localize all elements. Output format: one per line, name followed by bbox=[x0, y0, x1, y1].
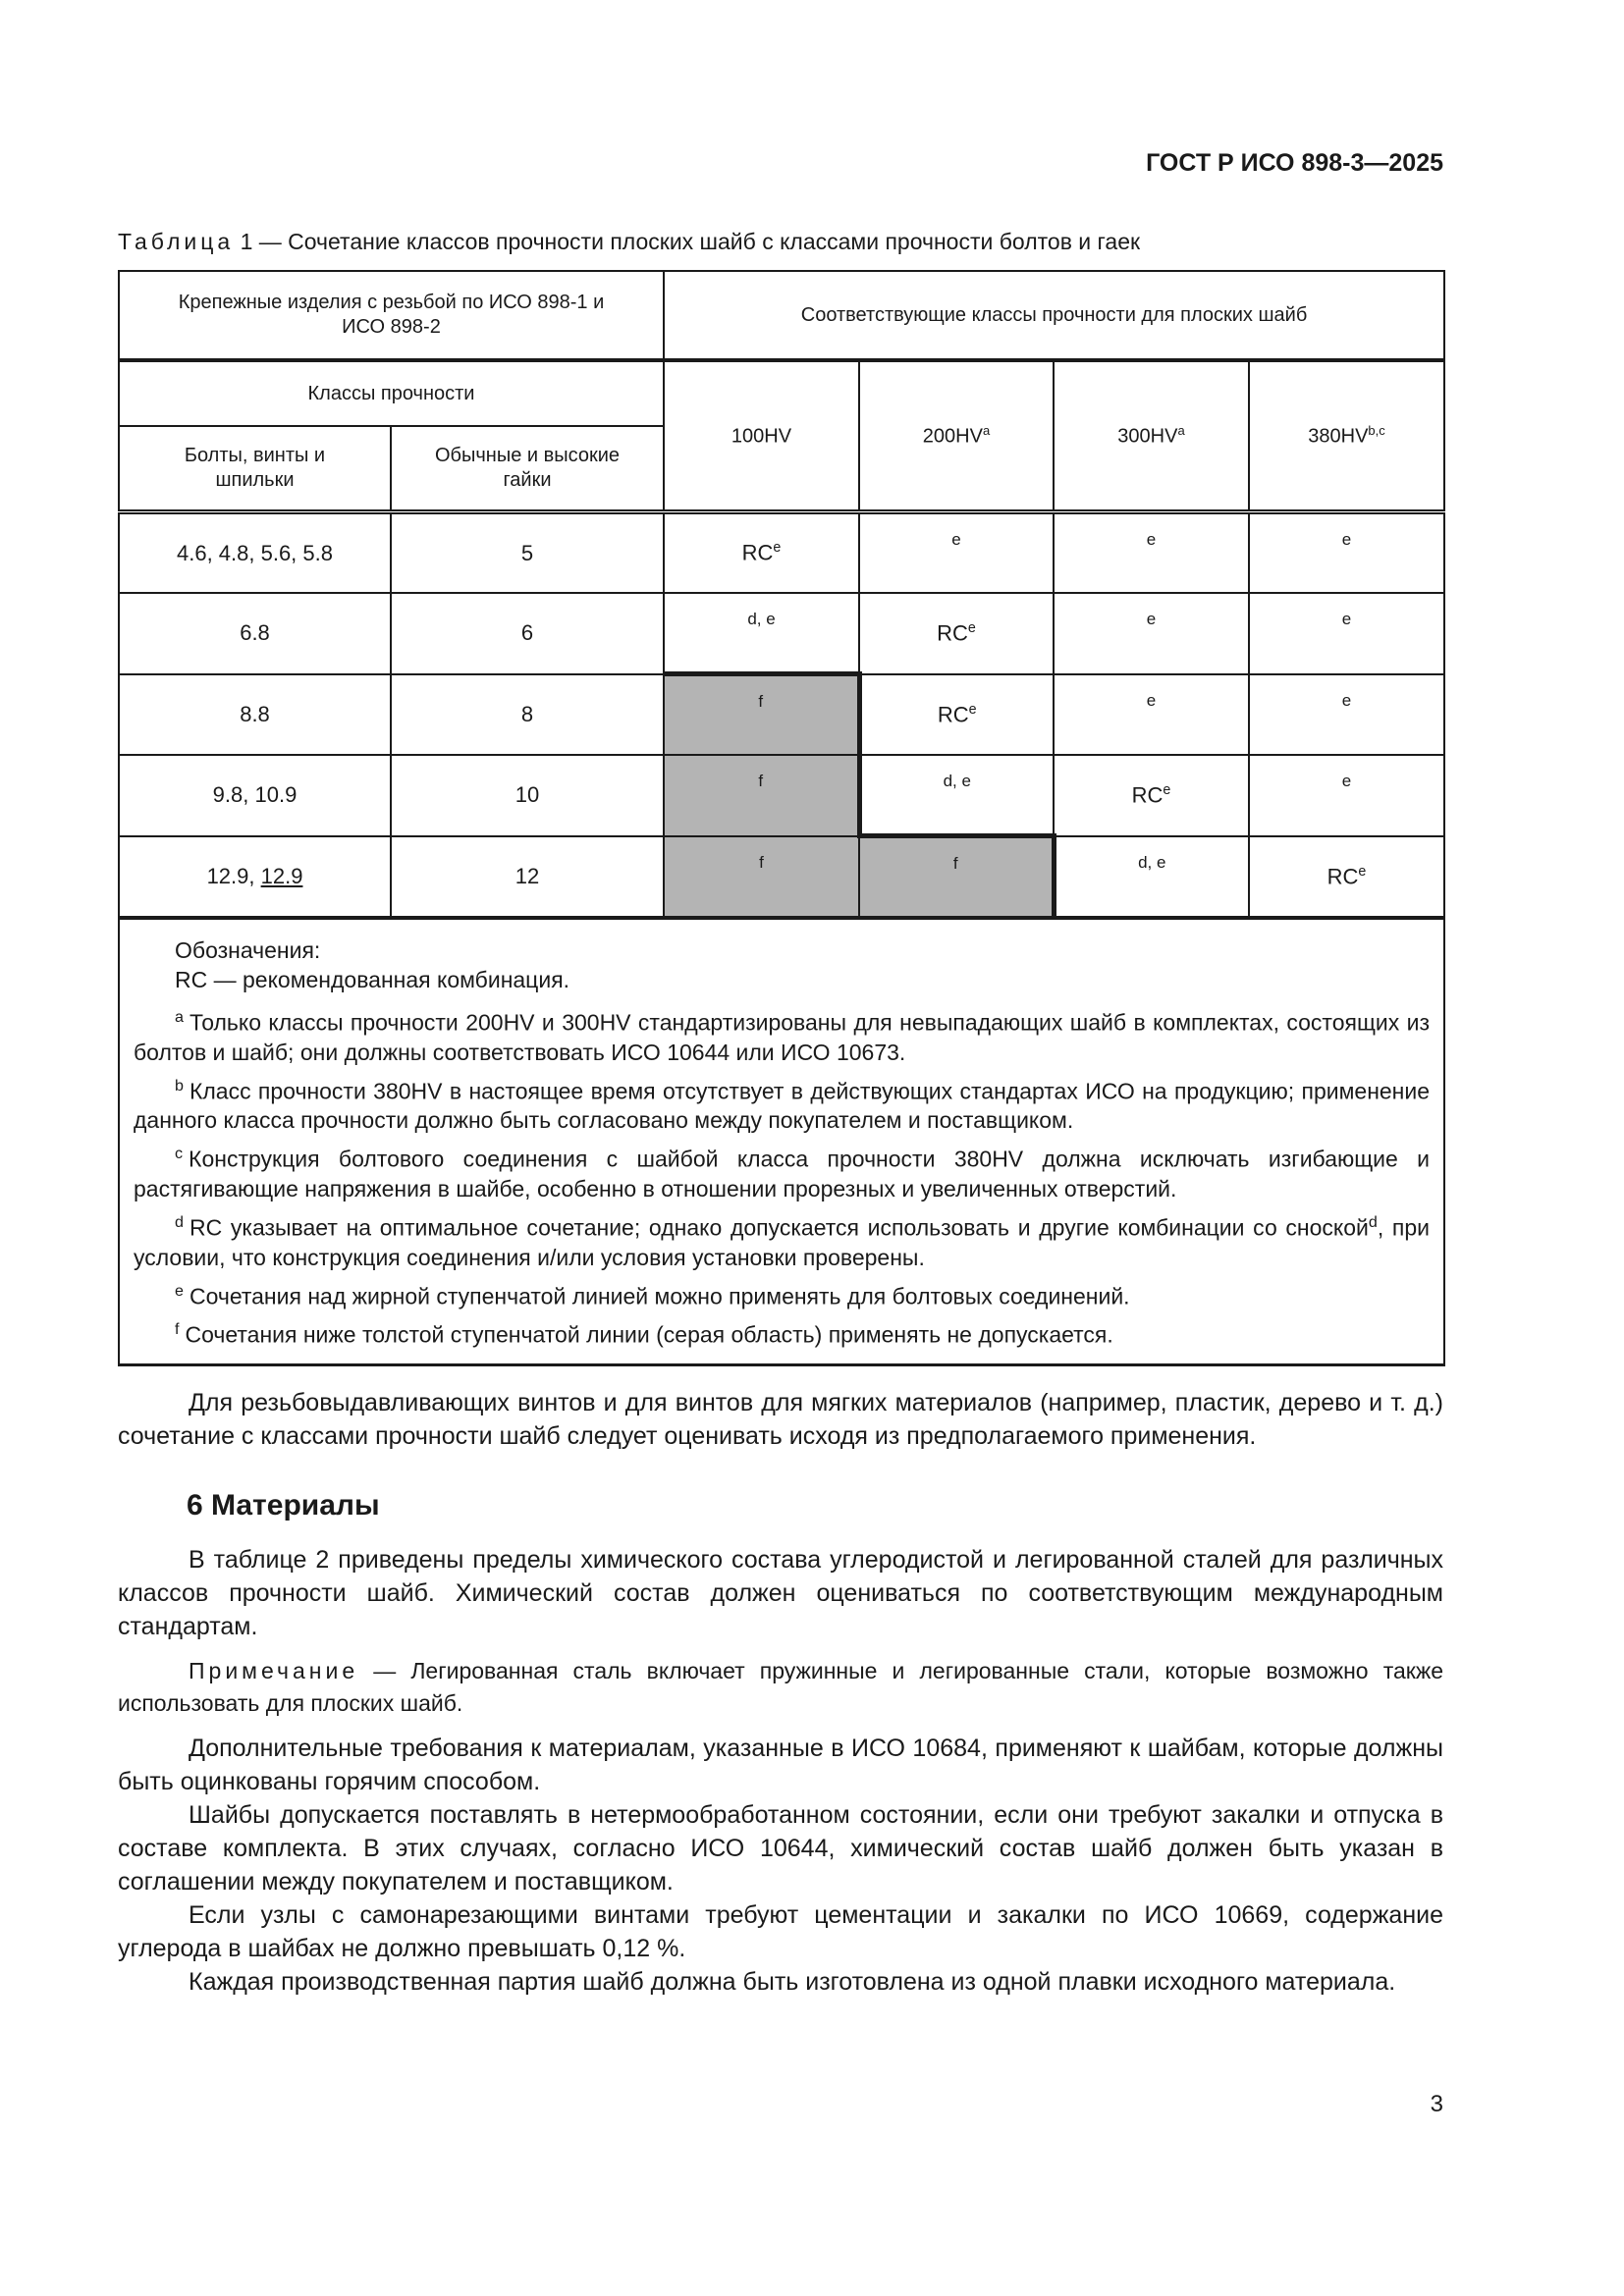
combo-cell: e bbox=[1054, 674, 1249, 756]
combo-cell: $RC^e$ bbox=[859, 674, 1054, 756]
header-nuts: Обычные и высокие гайки bbox=[391, 426, 664, 512]
document-code: ГОСТ Р ИСО 898-3—2025 bbox=[1146, 149, 1443, 177]
table-row bbox=[119, 755, 1444, 836]
header-washer-classes: Соответствующие классы прочности для плоских шайб bbox=[664, 271, 1444, 360]
paragraph: Каждая производственная партия шайб должна быть изготовлена из одной плавки исходного материала. bbox=[189, 1967, 1396, 1996]
caption-label: Таблица bbox=[118, 229, 235, 254]
footnote-a: $^a$ Только классы прочности 200HV и 300HV стандартизированы для невыпадающих шайб в комплектах, состоящих из болтов и шайб; они должны соответствовать ИСО 10644 или ИСО 10673. bbox=[134, 1008, 1431, 1065]
page-content bbox=[118, 228, 1443, 1999]
strength-class-table bbox=[118, 270, 1445, 1366]
combo-cell: $RC^e$ bbox=[859, 593, 1054, 674]
header-col-300hv: $300HV^a$ bbox=[1054, 360, 1249, 512]
paragraph: Дополнительные требования к материалам, указанные в ИСО 10684, применяют к шайбам, которые должны быть оцинкованы горячим способом. bbox=[118, 1734, 1443, 1795]
notes-title: Обозначения: bbox=[175, 937, 321, 963]
combo-cell-disallowed: f bbox=[664, 674, 859, 756]
footnote-f: $^f$ Сочетания ниже толстой ступенчатой линии (серая область) применять не допускается. bbox=[175, 1320, 1113, 1348]
header-col-380hv: 380HV$^{b,c}$ bbox=[1249, 360, 1444, 512]
nuts-cell: 6 bbox=[391, 593, 664, 674]
caption-text: 1 — Сочетание классов прочности плоских шайб с классами прочности болтов и гаек bbox=[234, 229, 1141, 254]
footnote-b: $^b$ Класс прочности 380HV в настоящее время отсутствует в действующих стандартах ИСО на продукцию; применение данного класса прочности должно быть согласовано между покупателем и поставщиком. bbox=[134, 1076, 1431, 1134]
combo-cell-disallowed: f bbox=[859, 836, 1054, 919]
combo-cell: e bbox=[1249, 593, 1444, 674]
nuts-cell: 10 bbox=[391, 755, 664, 836]
nuts-cell: 5 bbox=[391, 512, 664, 594]
table-row bbox=[119, 674, 1444, 756]
combo-cell: e bbox=[1249, 755, 1444, 836]
combo-cell: e bbox=[859, 512, 1054, 594]
section-body bbox=[118, 1543, 1443, 1999]
table-caption bbox=[118, 228, 1443, 255]
combo-cell: d, e bbox=[664, 593, 859, 674]
bolts-cell: 6.8 bbox=[119, 593, 391, 674]
nuts-cell: 12 bbox=[391, 836, 664, 919]
footnote-c: $^c$ Конструкция болтового соединения с шайбой класса прочности 380HV должна исключать изгибающие и растягивающие напряжения в шайбе, особенно в отношении прорезных и увеличенных отверстий. bbox=[134, 1145, 1431, 1201]
bolts-cell: 4.6, 4.8, 5.6, 5.8 bbox=[119, 512, 391, 594]
notes-rc: RC — рекомендованная комбинация. bbox=[175, 967, 570, 992]
page-number: 3 bbox=[1430, 2091, 1443, 2117]
combo-cell: $RC^e$ bbox=[1249, 836, 1444, 919]
bolts-cell: 9.8, 10.9 bbox=[119, 755, 391, 836]
combo-cell-disallowed: f bbox=[664, 755, 859, 836]
table-row bbox=[119, 512, 1444, 594]
header-strength-classes: Классы прочности bbox=[119, 360, 664, 426]
note: Примечание — Легированная сталь включает пружинные и легированные стали, которые возможно также использовать для плоских шайб. bbox=[118, 1657, 1443, 1716]
after-table-paragraph: Для резьбовыдавливающих винтов и для винтов для мягких материалов (например, пластик, дерево и т. д.) сочетание с классами прочности шайб следует оценивать исходя из предполагаемого применения. bbox=[118, 1388, 1443, 1450]
footnote-d: $^d$ RC указывает на оптимальное сочетание; однако допускается использовать и другие комбинации со сноской$^d$, при условии, что конструкция соединения и/или условия установки проверены. bbox=[134, 1212, 1431, 1270]
header-bolts: Болты, винты и шпильки bbox=[119, 426, 391, 512]
combo-cell: e bbox=[1054, 593, 1249, 674]
combo-cell: d, e bbox=[1054, 836, 1249, 919]
combo-cell: e bbox=[1054, 512, 1249, 594]
paragraph: В таблице 2 приведены пределы химического состава углеродистой и легированной сталей для различных классов прочности шайб. Химический состав должен оцениваться по соответствующим международным стандартам. bbox=[118, 1545, 1443, 1640]
combo-cell: e bbox=[1249, 674, 1444, 756]
table-row bbox=[119, 593, 1444, 674]
combo-cell: $RC^e$ bbox=[1054, 755, 1249, 836]
header-col-200hv: $200HV^a$ bbox=[859, 360, 1054, 512]
combo-cell: $RC^e$ bbox=[664, 512, 859, 594]
section-heading: 6 Материалы bbox=[187, 1488, 380, 1522]
paragraph: Если узлы с самонарезающими винтами требуют цементации и закалки по ИСО 10669, содержание углерода в шайбах не должно превышать 0,12 %. bbox=[118, 1900, 1443, 1962]
bolts-cell: 8.8 bbox=[119, 674, 391, 756]
nuts-cell: 8 bbox=[391, 674, 664, 756]
combo-cell: d, e bbox=[859, 755, 1054, 836]
paragraph: Шайбы допускается поставлять в нетермообработанном состоянии, если они требуют закалки и отпуска в составе комплекта. В этих случаях, согласно ИСО 10644, химический состав шайб должен быть указан в соглашении между покупателем и поставщиком. bbox=[118, 1800, 1443, 1896]
table-row bbox=[119, 836, 1444, 919]
header-fasteners: Крепежные изделия с резьбой по ИСО 898-1 и ИСО 898-2 bbox=[119, 271, 664, 360]
header-col-100hv: 100HV bbox=[664, 360, 859, 512]
bolts-cell: 12.9, 12.9 bbox=[119, 836, 391, 919]
table-notes bbox=[119, 918, 1444, 1364]
combo-cell: e bbox=[1249, 512, 1444, 594]
footnote-e: $^e$ Сочетания над жирной ступенчатой линией можно применять для болтовых соединений. bbox=[175, 1281, 1130, 1309]
combo-cell-disallowed: f bbox=[664, 836, 859, 919]
